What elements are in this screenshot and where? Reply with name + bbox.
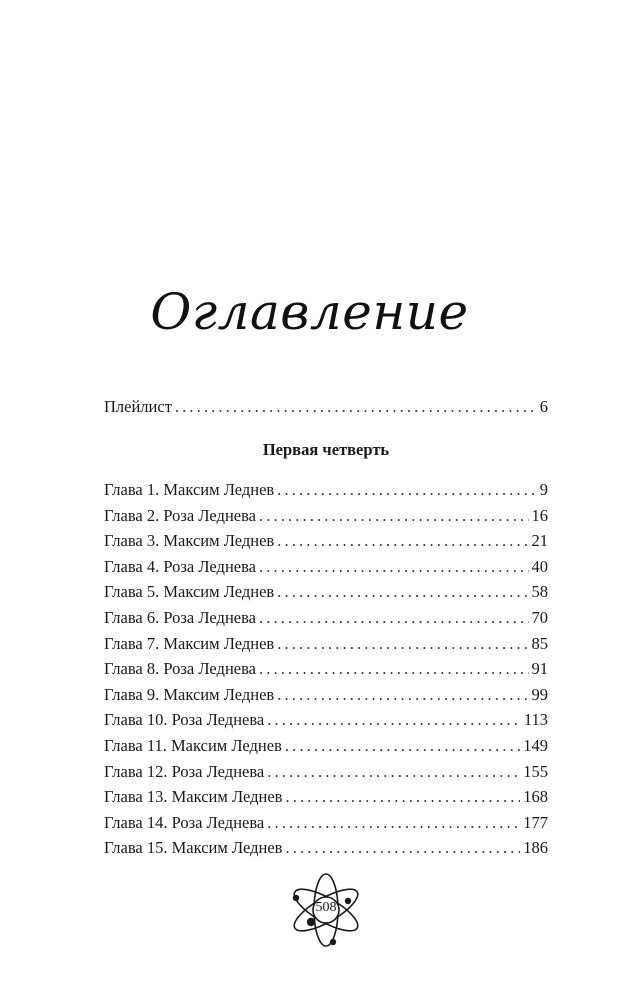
toc-entry-page: 91	[531, 659, 548, 679]
toc-entry-page: 186	[523, 838, 548, 858]
toc-entry	[104, 657, 548, 681]
toc-entry-label: Глава 11. Максим Леднев	[104, 736, 282, 755]
toc-entry-label: Глава 1. Максим Леднев	[104, 480, 275, 499]
toc-entry	[104, 785, 548, 809]
toc-entry	[104, 478, 548, 502]
page-number: 508	[315, 900, 337, 915]
toc-entry	[104, 836, 548, 860]
leader-dots	[259, 657, 529, 681]
toc-entry-label: Глава 7. Максим Леднев	[104, 633, 275, 653]
leader-dots	[267, 811, 520, 835]
leader-dots	[259, 504, 529, 528]
leader-dots	[285, 734, 520, 758]
toc-entry	[104, 580, 548, 604]
leader-dots	[259, 555, 529, 579]
leader-dots	[285, 836, 520, 860]
leader-dots	[285, 785, 520, 809]
toc-entry-page: 99	[531, 684, 548, 704]
leader-dots	[267, 760, 520, 784]
toc-entry	[104, 683, 548, 707]
leader-dots	[175, 395, 537, 419]
leader-dots	[277, 632, 528, 656]
toc-entry-label: Глава 15. Максим Леднев	[104, 838, 283, 858]
toc-entry-page: 58	[531, 582, 548, 602]
toc-entry-page: 6	[539, 397, 548, 416]
toc-entry-label: Глава 9. Максим Леднев	[104, 684, 275, 704]
toc-entry-label: Глава 14. Роза Леднева	[104, 812, 265, 832]
toc-entry-label: Глава 2. Роза Леднева	[104, 505, 256, 525]
leader-dots	[277, 478, 537, 502]
toc-entry-page: 113	[523, 710, 548, 730]
toc-entry-label: Глава 5. Максим Леднев	[104, 582, 275, 602]
toc-entry-playlist	[104, 395, 548, 419]
toc-entry	[104, 555, 548, 579]
toc-entry	[104, 708, 548, 732]
leader-dots	[277, 683, 528, 707]
toc-entry-page: 16	[531, 505, 548, 525]
page-title: Оглавление	[150, 283, 469, 341]
toc-entry	[104, 504, 548, 528]
toc-entry	[104, 606, 548, 630]
toc-entry-page: 40	[531, 556, 548, 576]
toc-entry-page: 70	[531, 608, 548, 627]
toc-entry-label: Глава 6. Роза Леднева	[104, 608, 256, 627]
toc-entry	[104, 760, 548, 784]
toc-entry-page: 177	[523, 812, 548, 832]
toc-entry	[104, 734, 548, 758]
toc-entry-label: Глава 10. Роза Леднева	[104, 710, 265, 730]
toc-entry	[104, 632, 548, 656]
section-title: Первая четверть	[262, 440, 390, 459]
toc-entry-page: 21	[531, 531, 548, 551]
leader-dots	[277, 529, 528, 553]
toc-entry-label: Глава 3. Максим Леднев	[104, 531, 275, 551]
toc-entry	[104, 811, 548, 835]
toc-entry-page: 9	[539, 480, 548, 499]
toc-entry-page: 168	[523, 787, 548, 807]
toc-entry-label: Глава 4. Роза Леднева	[104, 556, 256, 576]
leader-dots	[267, 708, 521, 732]
leader-dots	[259, 606, 529, 630]
toc-entry-label: Глава 13. Максим Леднев	[104, 787, 283, 807]
toc-entry-label: Плейлист	[104, 397, 172, 416]
toc-entry-page: 85	[531, 633, 548, 653]
toc-entry-label: Глава 8. Роза Леднева	[104, 659, 256, 679]
toc-entry-page: 149	[523, 736, 548, 755]
toc-entry-page: 155	[523, 761, 548, 781]
toc-entry	[104, 529, 548, 553]
leader-dots	[277, 580, 528, 604]
toc-entry-label: Глава 12. Роза Леднева	[104, 761, 265, 781]
